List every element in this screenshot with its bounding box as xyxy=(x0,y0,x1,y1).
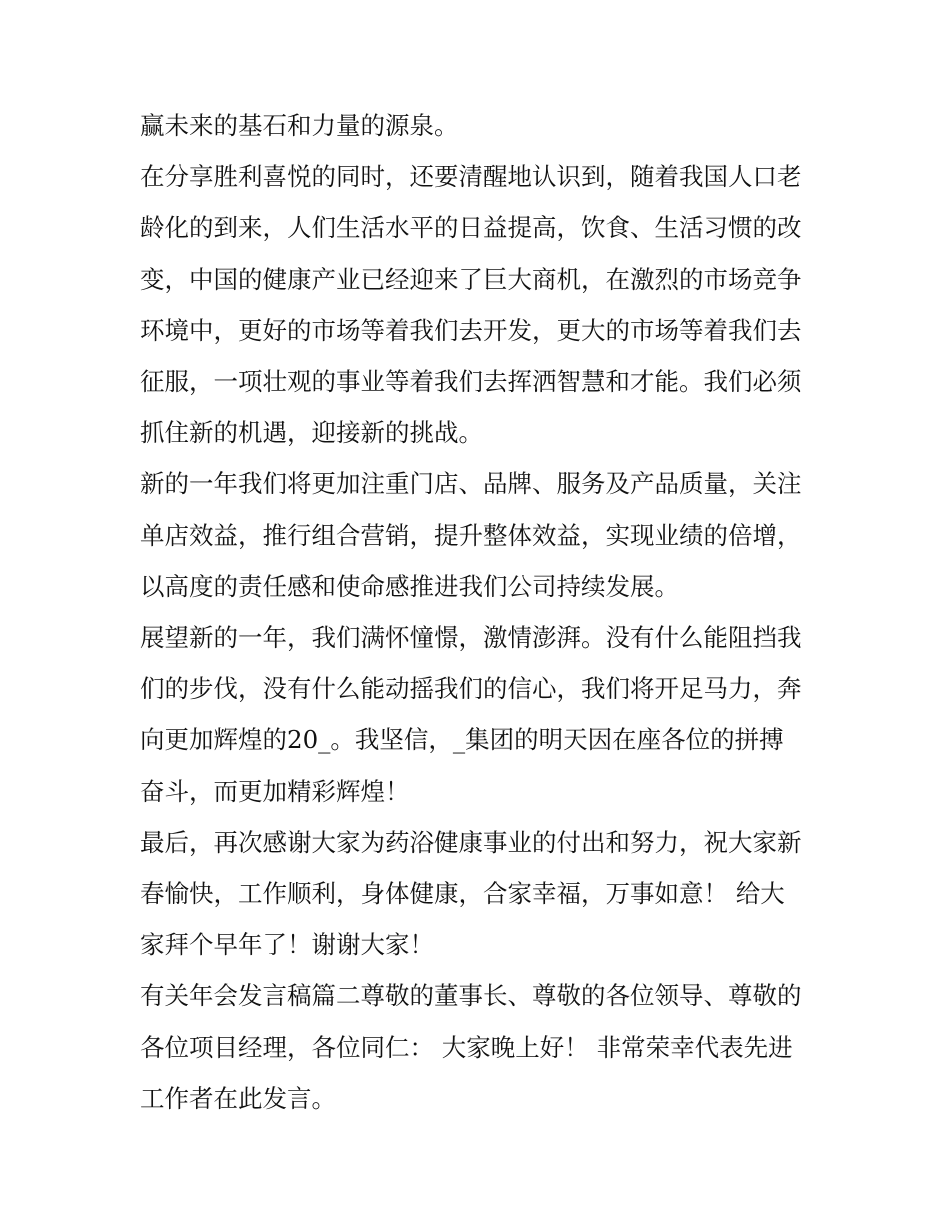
paragraph-5 xyxy=(140,817,820,971)
text-line: 展望新的一年，我们满怀憧憬，激情澎湃。没有什么能阻挡我 xyxy=(140,623,802,653)
paragraph-6 xyxy=(140,970,820,1124)
paragraph-1 xyxy=(140,100,820,151)
text-line: 变，中国的健康产业已经迎来了巨大商机，在激烈的市场竞争 xyxy=(140,264,802,294)
paragraph-3 xyxy=(140,458,820,612)
text-line: 奋斗，而更加精彩辉煌！ xyxy=(140,776,410,806)
text-line: 最后，再次感谢大家为药浴健康事业的付出和努力，祝大家新 xyxy=(140,827,802,857)
paragraph-2 xyxy=(140,151,820,458)
text-line: 抓住新的机遇，迎接新的挑战。 xyxy=(140,418,483,448)
text-line: 各位项目经理，各位同仁： 大家晚上好！ 非常荣幸代表先进 xyxy=(140,1032,793,1062)
text-line: 有关年会发言稿篇二尊敬的董事长、尊敬的各位领导、尊敬的 xyxy=(140,981,802,1011)
text-line: 工作者在此发言。 xyxy=(140,1083,336,1113)
text-line: 赢未来的基石和力量的源泉。 xyxy=(140,111,459,140)
text-line: 以高度的责任感和使命感推进我们公司持续发展。 xyxy=(140,571,679,601)
document-page xyxy=(140,100,820,1124)
text-line: 们的步伐，没有什么能动摇我们的信心，我们将开足马力，奔 xyxy=(140,674,802,704)
text-line: 龄化的到来，人们生活水平的日益提高，饮食、生活习惯的改 xyxy=(140,213,802,243)
text-line: 在分享胜利喜悦的同时，还要清醒地认识到，随着我国人口老 xyxy=(140,162,802,192)
text-line: 向更加辉煌的20_。我坚信，_集团的明天因在座各位的拼搏 xyxy=(140,725,784,755)
text-line: 家拜个早年了！谢谢大家！ xyxy=(140,930,434,960)
paragraph-4 xyxy=(140,612,820,817)
text-line: 新的一年我们将更加注重门店、品牌、服务及产品质量，关注 xyxy=(140,469,802,499)
text-line: 春愉快，工作顺利，身体健康，合家幸福，万事如意！ 给大 xyxy=(140,879,785,909)
text-line: 环境中，更好的市场等着我们去开发，更大的市场等着我们去 xyxy=(140,315,802,345)
text-line: 征服，一项壮观的事业等着我们去挥洒智慧和才能。我们必须 xyxy=(140,367,802,397)
text-line: 单店效益，推行组合营销，提升整体效益，实现业绩的倍增， xyxy=(140,520,802,550)
